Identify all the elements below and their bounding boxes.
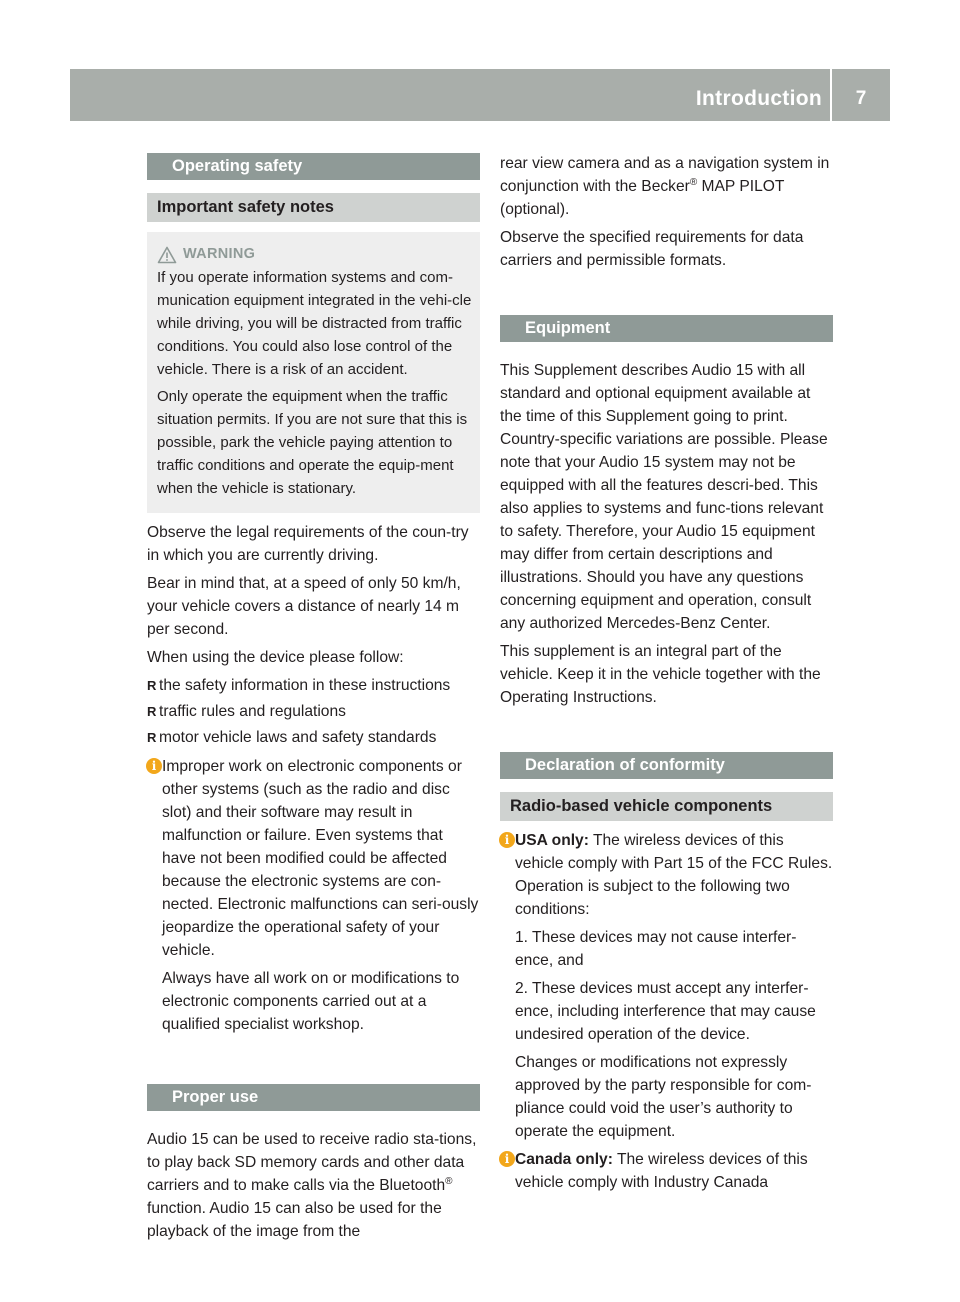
- info-text: [515, 829, 833, 921]
- info-text: Changes or modifications not expressly approved by the party responsible for com-pliance could void the user’s authority to operate the equipment.: [515, 1054, 812, 1140]
- text-run: MAP PILOT (optional).: [500, 178, 785, 218]
- text-run: rear view camera and as a navigation system in conjunction with the Becker: [500, 155, 830, 195]
- heading-important-safety-notes: Important safety notes: [147, 193, 480, 222]
- note-label: Canada only:: [515, 1151, 613, 1168]
- left-column: [147, 153, 480, 1248]
- info-text: 1. These devices may not cause interfer-ence, and: [515, 929, 797, 969]
- paragraph: Observe the specified requirements for data carriers and permissible formats.: [500, 229, 804, 269]
- info-icon: i: [499, 832, 515, 848]
- warning-box: [147, 232, 480, 513]
- heading-declaration-of-conformity: Declaration of conformity: [500, 752, 833, 779]
- heading-radio-based-components: Radio-based vehicle components: [500, 792, 833, 821]
- info-text: [515, 1148, 833, 1194]
- warning-text: Only operate the equipment when the traffic situation permits. If you are not sure that this is possible, park the vehicle paying attention to traffic conditions and operate the equip-ment when the vehicle is stationary.: [157, 388, 468, 497]
- paragraph: Observe the legal requirements of the coun-try in which you are currently driving.: [147, 524, 469, 564]
- paragraph: When using the device please follow:: [147, 649, 404, 666]
- paragraph: Bear in mind that, at a speed of only 50 km/h, your vehicle covers a distance of nearly 14 m per second.: [147, 575, 461, 638]
- text-run: function. Audio 15 can also be used for the playback of the image from the: [147, 1200, 442, 1240]
- page-section-title: Introduction: [695, 87, 822, 110]
- paragraph: This Supplement describes Audio 15 with all standard and optional equipment available at the time of this Supplement going to print. Country-specific variations are possible. Please note that your Audio 15 system may not be equipped with all the features descri-bed. This also applies to systems and func-tions relevant to safety. Therefore, your Audio 15 equipment may differ from certain descriptions and illustrations. Should you have any questions concerning equipment and operation, consult any authorized Mercedes-Benz Center.: [500, 362, 828, 632]
- page-number: 7: [855, 88, 867, 109]
- info-text: 2. These devices must accept any interfer-ence, including interference that may cause undesired operation of the device.: [515, 980, 816, 1043]
- right-column: [500, 152, 833, 1199]
- page-header: [70, 69, 890, 121]
- info-icon: i: [146, 758, 162, 774]
- heading-operating-safety: Operating safety: [147, 153, 480, 180]
- paragraph: [500, 152, 833, 221]
- warning-title: WARNING: [183, 246, 256, 262]
- text-run: Audio 15 can be used to receive radio sta-tions, to play back SD memory cards and other data carriers and to make calls via the Bluetooth: [147, 1131, 477, 1194]
- warning-text: If you operate information systems and com-munication equipment integrated in the vehi-cle while driving, you will be distracted from traffic conditions. You could also lose control of the vehicle. There is a risk of an accident.: [157, 269, 472, 378]
- list-item: R motor vehicle laws and safety standards: [147, 726, 480, 749]
- bullet-list: [147, 674, 480, 749]
- info-note-usa: [500, 829, 833, 1143]
- heading-proper-use: Proper use: [147, 1084, 480, 1111]
- note-label: USA only:: [515, 832, 589, 849]
- text-run: The wireless devices of this vehicle comply with Part 15 of the FCC Rules. Operation is subject to the following two conditions:: [515, 832, 833, 918]
- info-note-canada: [500, 1148, 833, 1194]
- paragraph: [147, 1128, 480, 1243]
- registered-mark: ®: [689, 176, 698, 188]
- registered-mark: ®: [445, 1175, 453, 1187]
- info-note: [147, 755, 480, 1036]
- info-text: Always have all work on or modifications to electronic components carried out at a qualified specialist workshop.: [162, 970, 460, 1033]
- info-text: Improper work on electronic components or other systems (such as the radio and disc slot) and their software may result in malfunction or failure. Even systems that have not been modified could be affected because the electronic systems are con-nected. Electronic malfunctions can seri-ously jeopardize the operational safety of your vehicle.: [162, 758, 479, 959]
- list-item: R traffic rules and regulations: [147, 700, 480, 723]
- heading-equipment: Equipment: [500, 315, 833, 342]
- warning-triangle-icon: [157, 246, 177, 264]
- text-run: The wireless devices of this vehicle comply with Industry Canada: [515, 1151, 808, 1191]
- info-icon: i: [499, 1151, 515, 1167]
- list-item: R the safety information in these instructions: [147, 674, 480, 697]
- paragraph: This supplement is an integral part of the vehicle. Keep it in the vehicle together with the Operating Instructions.: [500, 643, 821, 706]
- warning-header: [157, 243, 474, 266]
